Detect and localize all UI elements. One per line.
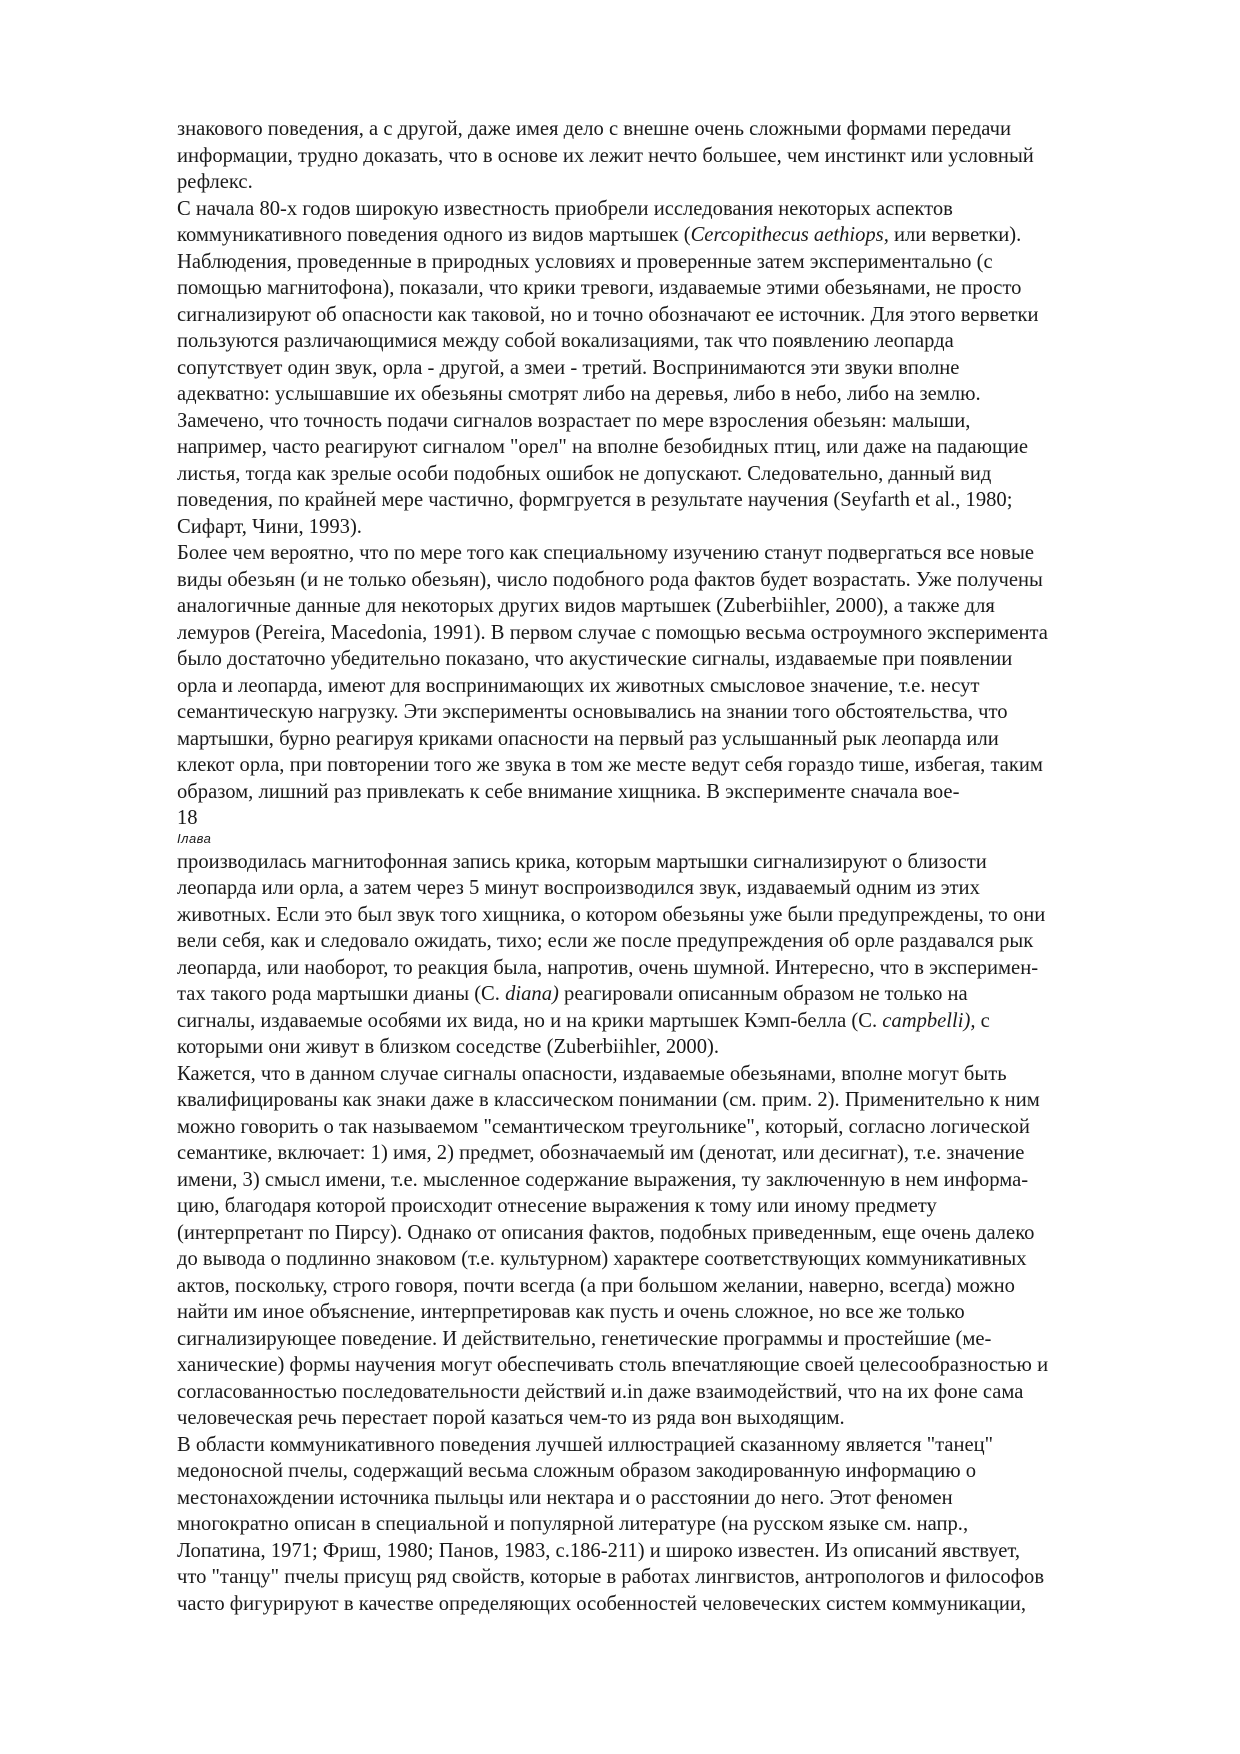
body-text	[177, 116, 1167, 1617]
text-line: адекватно: услышавшие их обезьяны смотрят либо на деревья, либо в небо, либо на землю.	[177, 383, 981, 405]
species-name: campbelli),	[882, 1009, 976, 1032]
running-head: Iлава	[177, 830, 212, 846]
text-line: информации, трудно доказать, что в основе их лежит нечто большее, чем инстинкт или условный	[177, 144, 1034, 167]
text-line: поведения, по крайней мере частично, формгруется в результате научения (Seyfarth et al., 1980;	[177, 489, 1013, 511]
text-line: С начала 80-х годов широкую известность приобрели исследования некоторых аспектов	[177, 197, 953, 220]
text-line: вели себя, как и следовало ожидать, тихо; если же после предупреждения об орле раздавался рык	[177, 930, 1034, 952]
text-line: Более чем вероятно, что по мере того как специальному изучению станут подвергаться все новые	[177, 542, 1034, 564]
text-line: семантическую нагрузку. Эти эксперименты основывались на знании того обстоятельства, что	[177, 701, 1008, 723]
text-line: часто фигурируют в качестве определяющих особенностей человеческих систем коммуникации,	[177, 1592, 1027, 1615]
text-line: цию, благодаря которой происходит отнесение выражения к тому или иному предмету	[177, 1195, 937, 1217]
text-line: леопарда или орла, а затем через 5 минут воспроизводился звук, издаваемый одним из этих	[177, 877, 980, 899]
text-line: сигналы, издаваемые особями их вида, но и на крики мартышек Кэмп-белла (С. campbelli), с	[177, 1009, 990, 1032]
text-line: клекот орла, при повторении того же звука в том же месте ведут себя гораздо тише, избегая, таким	[177, 754, 1043, 776]
text-line: до вывода о подлинно знаковом (т.е. культурном) характере соответствующих коммуникативных	[177, 1248, 1027, 1270]
text-line: рефлекс.	[177, 171, 253, 193]
text-line: актов, поскольку, строго говоря, почти всегда (а при большом желании, наверно, всегда) можно	[177, 1274, 1015, 1297]
text-line: Наблюдения, проведенные в природных условиях и проверенные затем экспериментально (с	[177, 250, 993, 273]
text-line: орла и леопарда, имеют для воспринимающих их животных смысловое значение, т.е. несут	[177, 674, 980, 697]
text-line: имени, 3) смысл имени, т.е. мысленное содержание выражения, ту заключенную в нем информа-	[177, 1168, 1029, 1191]
text-line: коммуникативного поведения одного из видов мартышек (Cercopithecus aethiops, или верветки).	[177, 224, 1022, 246]
text-line: производилась магнитофонная запись крика, которым мартышки сигнализируют о близости	[177, 850, 987, 873]
text-line: сопутствует один звук, орла - другой, а змеи - третий. Воспринимаются эти звуки вполне	[177, 356, 960, 379]
text-line: аналогичные данные для некоторых других видов мартышек (Zuberbiihler, 2000), а также для	[177, 595, 995, 617]
text-line: образом, лишний раз привлекать к себе внимание хищника. В эксперименте сначала вое-	[177, 780, 960, 803]
text-line: ханические) формы научения могут обеспечивать столь впечатляющие своей целесообразностью и	[177, 1354, 1049, 1376]
text-block-bottom	[177, 849, 1167, 1618]
text-line: например, часто реагируют сигналом "орел" на вполне безобидных птиц, или даже на падающие	[177, 436, 1029, 458]
text-line: сигнализирующее поведение. И действительно, генетические программы и простейшие (ме-	[177, 1327, 992, 1350]
text-line: Сифарт, Чини, 1993).	[177, 515, 362, 538]
text-line: человеческая речь перестает порой казаться чем-то из ряда вон выходящим.	[177, 1407, 845, 1429]
text-line: мартышки, бурно реагируя криками опасности на первый раз услышанный рык леопарда или	[177, 727, 999, 750]
text-line: В области коммуникативного поведения лучшей иллюстрацией сказанному является "танец"	[177, 1433, 994, 1456]
text-line: Замечено, что точность подачи сигналов возрастает по мере взросления обезьян: малыши,	[177, 409, 971, 432]
text-line: (интерпретант по Пирсу). Однако от описания фактов, подобных приведенным, еще очень далеко	[177, 1221, 1035, 1244]
page-number: 18	[177, 807, 198, 829]
text-line: помощью магнитофона), показали, что крики тревоги, издаваемые этими обезьянами, не просто	[177, 277, 1022, 299]
text-line: лемуров (Pereira, Macedonia, 1991). В первом случае с помощью весьма остроумного эксперимента	[177, 621, 1048, 644]
text-line: семантике, включает: 1) имя, 2) предмет, обозначаемый им (денотат, или десигнат), т.е. значение	[177, 1142, 1025, 1164]
text-line: было достаточно убедительно показано, что акустические сигналы, издаваемые при появлении	[177, 648, 1013, 670]
text-line: пользуются различающимися между собой вокализациями, так что появлению леопарда	[177, 330, 954, 352]
text-line: согласованностью последовательности действий и.in даже взаимодействий, что на их фоне сама	[177, 1380, 1024, 1403]
text-line: тах такого рода мартышки дианы (С. diana) реагировали описанным образом не только на	[177, 983, 968, 1005]
text-line: сигнализируют об опасности как таковой, но и точно обозначают ее источник. Для этого верветки	[177, 303, 1039, 326]
text-line: листья, тогда как зрелые особи подобных ошибок не допускают. Следовательно, данный вид	[177, 462, 992, 485]
species-name: Cercopithecus aethiops,	[690, 224, 889, 246]
text-line: виды обезьян (и не только обезьян), число подобного рода фактов будет возрастать. Уже получены	[177, 568, 1043, 591]
text-line: Лопатина, 1971; Фриш, 1980; Панов, 1983, с.186-211) и широко известен. Из описаний явствует,	[177, 1539, 1021, 1562]
text-line: медоносной пчелы, содержащий весьма сложным образом закодированную информацию о	[177, 1460, 977, 1482]
text-line: квалифицированы как знаки даже в классическом понимании (см. прим. 2). Применительно к ним	[177, 1089, 1040, 1111]
text-line: многократно описан в специальной и популярной литературе (на русском языке см. напр.,	[177, 1513, 969, 1535]
text-line: животных. Если это был звук того хищника, о котором обезьяны уже были предупреждены, то они	[177, 903, 1046, 926]
text-line: знакового поведения, а с другой, даже имея дело с внешне очень сложными формами передачи	[177, 118, 1011, 140]
text-line: которыми они живут в близком соседстве (Zuberbiihler, 2000).	[177, 1036, 720, 1058]
species-name: diana)	[505, 983, 559, 1005]
text-line: найти им иное объяснение, интерпретировав как пусть и очень сложное, но все же только	[177, 1301, 965, 1323]
text-line: можно говорить о так называемом "семантическом треугольнике", который, согласно логической	[177, 1115, 1030, 1138]
text-block-top	[177, 116, 1167, 805]
text-line: леопарда, или наоборот, то реакция была, напротив, очень шумной. Интересно, что в эксперимен-	[177, 956, 1039, 979]
text-line: местонахождении источника пыльцы или нектара и о расстоянии до него. Этот феномен	[177, 1486, 953, 1509]
text-line: что "танцу" пчелы присущ ряд свойств, которые в работах лингвистов, антропологов и философов	[177, 1566, 1045, 1588]
text-line: Кажется, что в данном случае сигналы опасности, издаваемые обезьянами, вполне могут быть	[177, 1062, 1007, 1085]
